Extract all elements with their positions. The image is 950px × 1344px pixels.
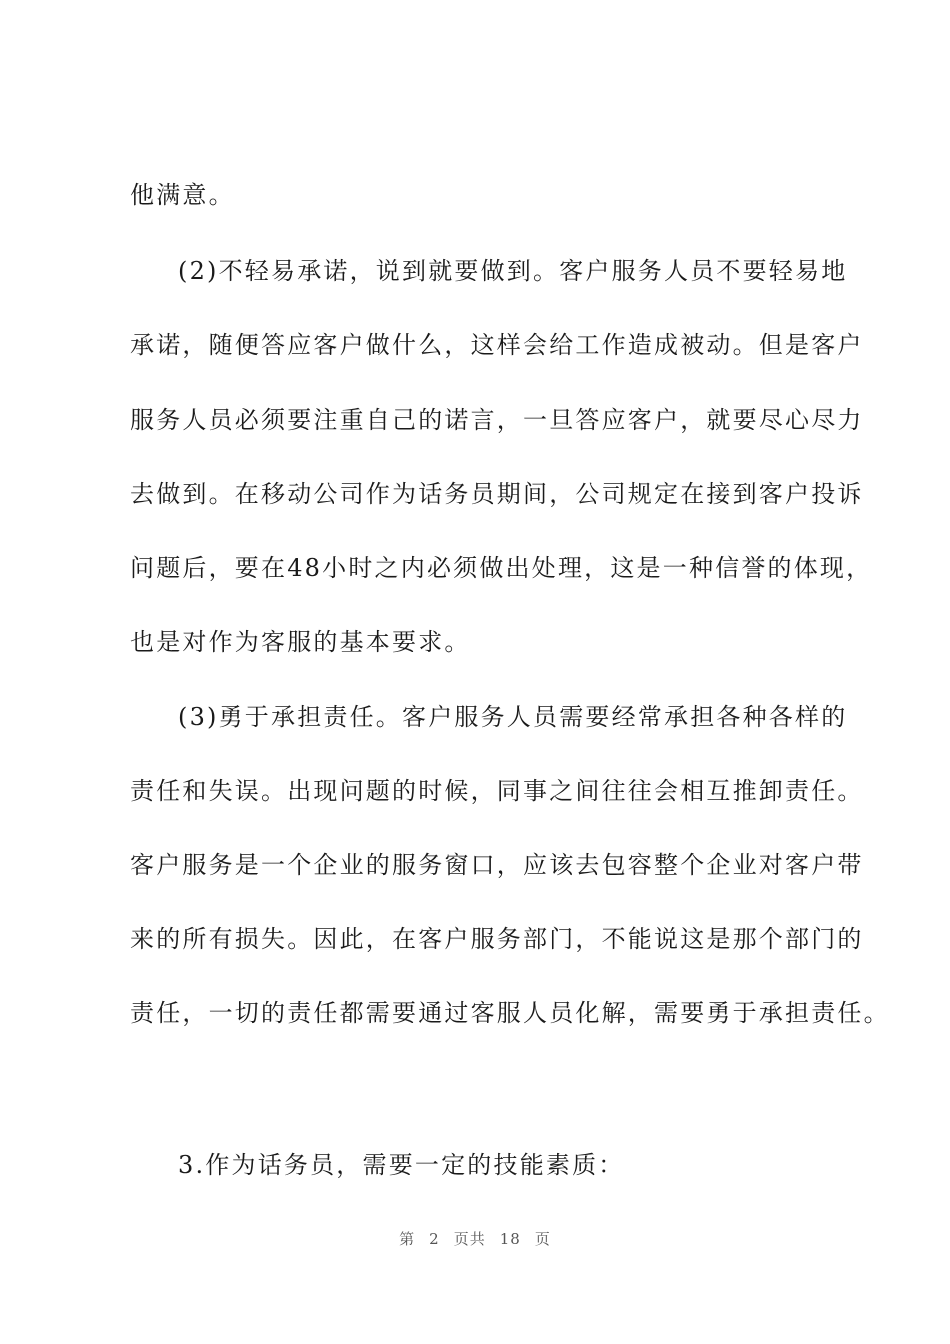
paragraph-line: 问题后，要在48小时之内必须做出处理，这是一种信誉的体现，: [130, 554, 873, 582]
paragraph-line: 去做到。在移动公司作为话务员期间，公司规定在接到客户投诉: [130, 480, 864, 508]
paragraph-line: 客户服务是一个企业的服务窗口，应该去包容整个企业对客户带: [130, 851, 864, 879]
paragraph-line: (3)勇于承担责任。客户服务人员需要经常承担各种各样的: [178, 703, 848, 731]
footer-suffix: 页: [534, 1230, 551, 1248]
paragraph-line: 服务人员必须要注重自己的诺言，一旦答应客户，就要尽心尽力: [130, 406, 864, 434]
footer-middle: 页共: [453, 1230, 486, 1248]
section-heading: 3.作为话务员，需要一定的技能素质：: [178, 1151, 625, 1179]
footer-total-pages: 18: [499, 1230, 521, 1248]
paragraph-line: (2)不轻易承诺，说到就要做到。客户服务人员不要轻易地: [178, 257, 848, 285]
paragraph-line: 他满意。: [130, 181, 235, 209]
footer-current-page: 2: [429, 1230, 440, 1248]
paragraph-line: 承诺，随便答应客户做什么，这样会给工作造成被动。但是客户: [130, 331, 864, 359]
paragraph-line: 责任和失误。出现问题的时候，同事之间往往会相互推卸责任。: [130, 777, 864, 805]
paragraph-line: 责任，一切的责任都需要通过客服人员化解，需要勇于承担责任。: [130, 999, 890, 1027]
footer-prefix: 第: [399, 1230, 416, 1248]
paragraph-line: 来的所有损失。因此，在客户服务部门，不能说这是那个部门的: [130, 925, 864, 953]
page-footer: [0, 1228, 950, 1249]
paragraph-line: 也是对作为客服的基本要求。: [130, 628, 471, 656]
